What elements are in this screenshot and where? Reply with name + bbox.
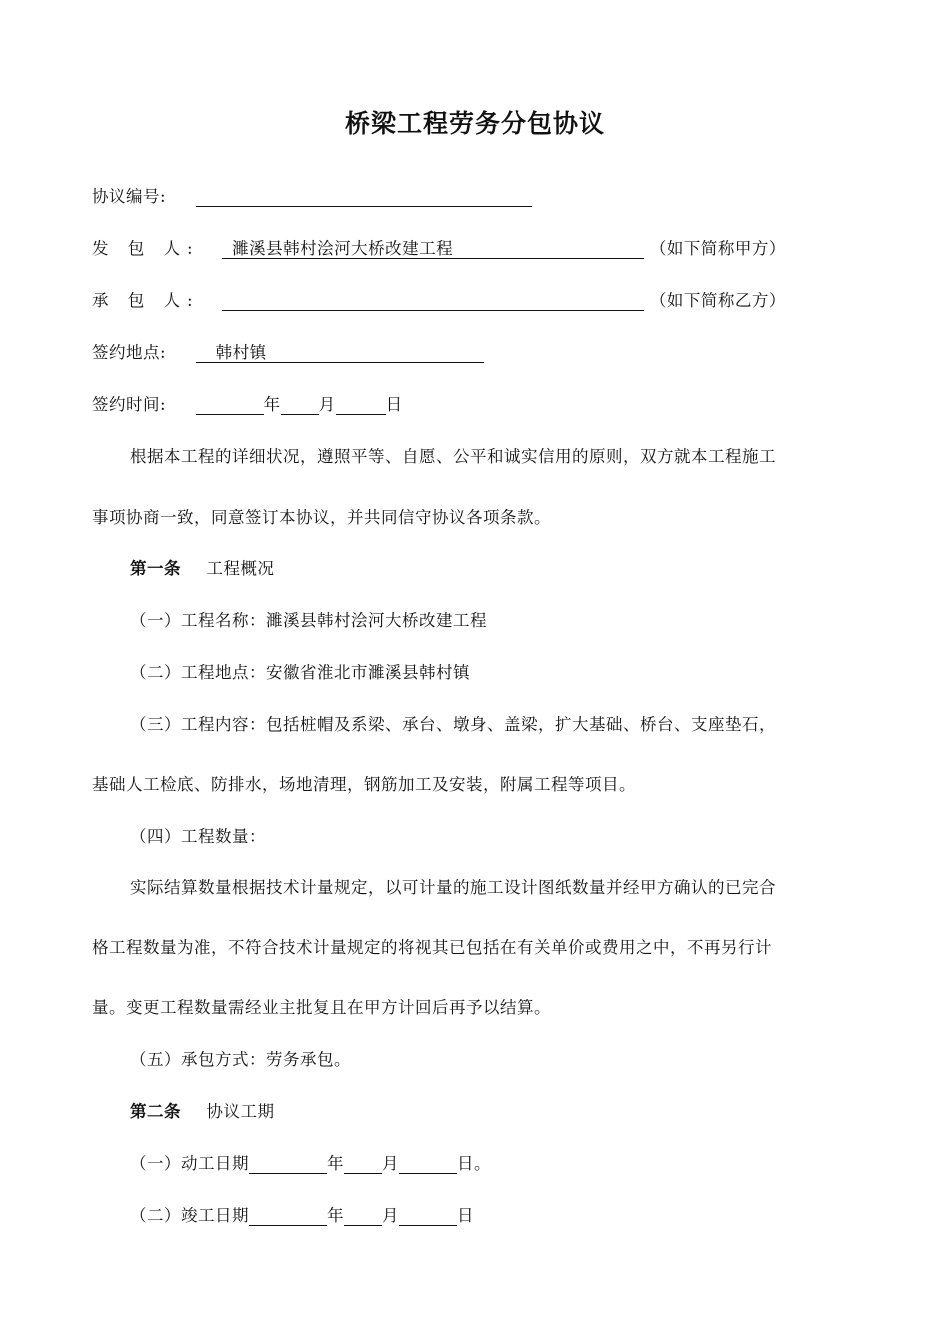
quantity-paragraph-line-3: 量。变更工程数量需经业主批复且在甲方计回后再予以结算。 [92,998,551,1017]
signing-time-label: 签约时间: [92,395,167,414]
party-b-row [92,290,786,312]
article-1-heading-row [130,558,275,580]
signing-month-field [281,394,319,415]
start-day-field [399,1153,457,1174]
start-month-field [344,1153,382,1174]
project-quantity-item: （四）工程数量： [130,827,266,846]
project-location-item: （二）工程地点：安徽省淮北市濉溪县韩村镇 [130,663,470,682]
finish-year-label: 年 [327,1206,344,1225]
document-title: 桥梁工程劳务分包协议 [344,109,605,138]
finish-date-label: （二）竣工日期 [130,1206,249,1225]
article-2-number: 第二条 [130,1102,181,1121]
start-day-label: 日。 [457,1154,491,1173]
month-label: 月 [318,395,336,414]
party-a-note: （如下简称甲方） [649,239,786,258]
agreement-number-row [92,186,532,208]
signing-place-label: 签约地点: [92,343,167,362]
article-2-heading-row [130,1101,275,1123]
finish-month-label: 月 [382,1206,399,1225]
agreement-number-label: 协议编号: [92,187,167,206]
intro-line-1: 根据本工程的详细状况，遵照平等、自愿、公平和诚实信用的原则，双方就本工程施工 [130,447,776,466]
finish-year-field [249,1205,327,1226]
article-1-number: 第一条 [130,559,181,578]
start-date-label: （一）动工日期 [130,1154,249,1173]
contract-method-item: （五）承包方式：劳务承包。 [130,1050,351,1069]
signing-place-row [92,342,484,364]
start-year-label: 年 [327,1154,344,1173]
signing-day-field [336,394,386,415]
article-1-title: 工程概况 [206,559,275,578]
agreement-number-field [196,186,532,207]
party-b-field [222,290,644,311]
finish-date-row [130,1205,474,1227]
party-a-row [92,238,786,260]
signing-year-field [196,394,264,415]
signing-time-row [92,394,403,416]
project-name-item: （一）工程名称：濉溪县韩村浍河大桥改建工程 [130,611,487,630]
project-content-item-line-1: （三）工程内容：包括桩帽及系梁、承台、墩身、盖梁，扩大基础、桥台、支座垫石， [130,715,776,734]
finish-day-label: 日 [457,1206,474,1225]
finish-month-field [344,1205,382,1226]
year-label: 年 [263,395,281,414]
party-b-note: （如下简称乙方） [649,291,786,310]
project-content-item-line-2: 基础人工检底、防排水，场地清理，钢筋加工及安装，附属工程等项目。 [92,775,636,794]
party-a-field: 濉溪县韩村浍河大桥改建工程 [222,238,644,259]
signing-place-field: 韩村镇 [196,342,484,363]
start-month-label: 月 [382,1154,399,1173]
party-a-label: 发 包 人: [92,239,200,258]
quantity-paragraph-line-2: 格工程数量为准，不符合技术计量规定的将视其已包括在有关单价或费用之中，不再另行计 [92,938,772,957]
start-year-field [249,1153,327,1174]
article-2-title: 协议工期 [206,1102,275,1121]
intro-line-2: 事项协商一致，同意签订本协议，并共同信守协议各项条款。 [92,508,551,527]
day-label: 日 [385,395,403,414]
quantity-paragraph-line-1: 实际结算数量根据技术计量规定，以可计量的施工设计图纸数量并经甲方确认的已完合 [130,878,776,897]
finish-day-field [399,1205,457,1226]
start-date-row [130,1153,491,1175]
party-b-label: 承 包 人: [92,291,200,310]
